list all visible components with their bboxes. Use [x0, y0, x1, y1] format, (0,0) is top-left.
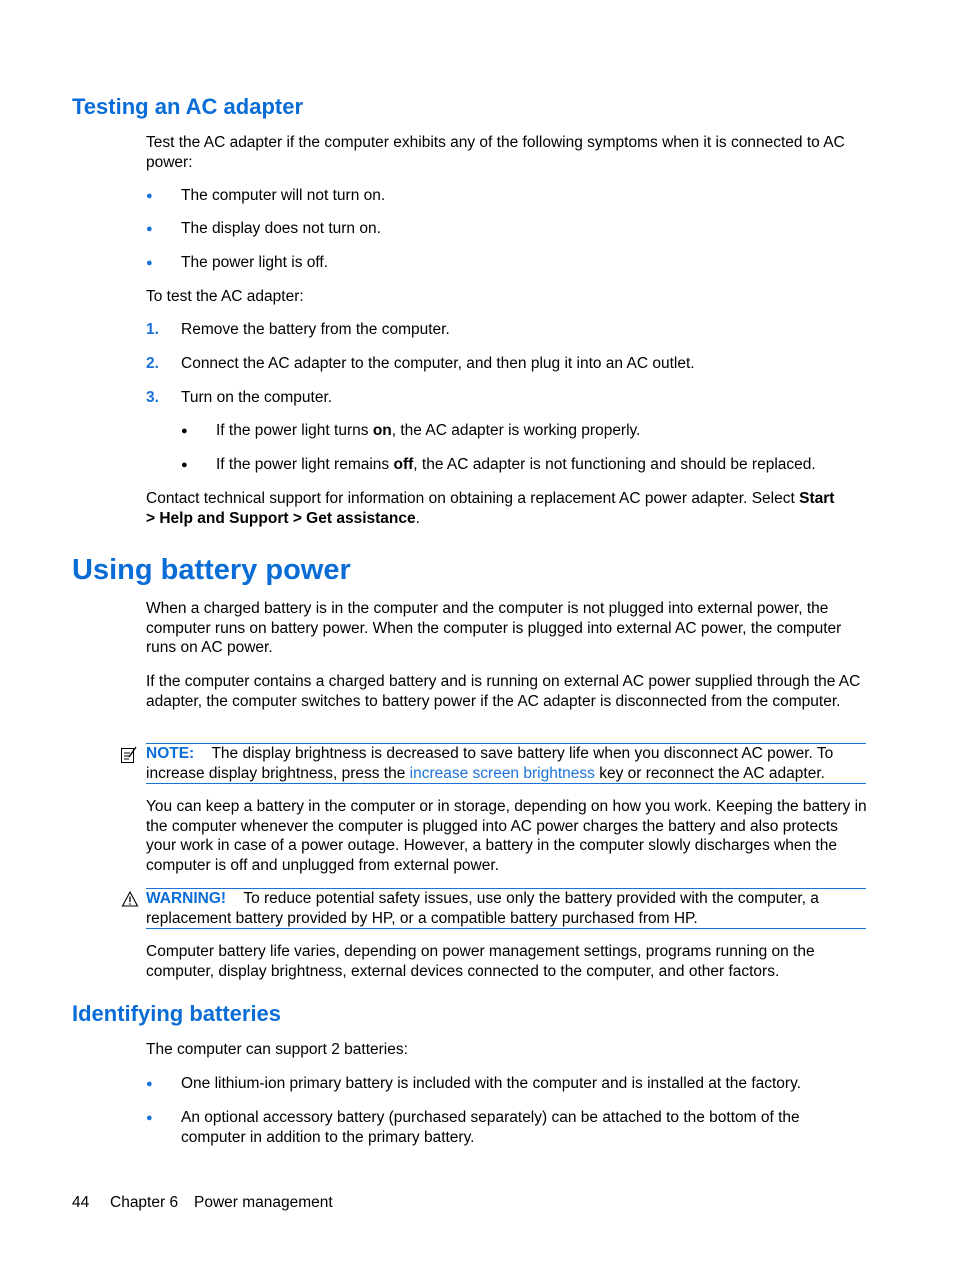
bullet-icon: ● — [146, 1078, 153, 1090]
page-number: 44 — [72, 1194, 90, 1211]
paragraph-battery-4: Computer battery life varies, depending on power management settings, programs running on the computer, display brightness, external devices connected to the computer, and other factors. — [146, 943, 815, 980]
increase-screen-brightness-link[interactable]: increase screen brightness — [409, 764, 595, 782]
bullet-icon: ● — [181, 425, 188, 437]
step-number: 3. — [146, 389, 159, 406]
list-item: The display does not turn on. — [181, 220, 381, 237]
paragraph-to-test: To test the AC adapter: — [146, 288, 304, 305]
paragraph-battery-3: You can keep a battery in the computer or in storage, depending on how you work. Keeping the battery in the computer whenever the computer is plugged into AC power charges the battery and also protects your work in case of a power outage. However, a battery in the computer slowly discharges when the computer is off and unplugged from external power. — [146, 798, 867, 874]
paragraph-intro: Test the AC adapter if the computer exhibits any of the following symptoms when it is connected to AC power: — [146, 134, 845, 171]
note-label: NOTE: — [146, 745, 195, 762]
note-bottom-rule — [146, 783, 866, 784]
warning-box: WARNING! To reduce potential safety issues, use only the battery provided with the computer, a replacement battery provided by HP, or a compatible battery purchased from HP. — [146, 890, 819, 927]
step-text: Turn on the computer. — [181, 389, 333, 406]
warning-icon — [121, 890, 139, 908]
list-item: The computer will not turn on. — [181, 187, 386, 204]
step-number: 2. — [146, 355, 159, 372]
warning-bottom-rule — [146, 928, 866, 929]
bullet-icon: ● — [146, 257, 153, 269]
note-box: NOTE: The display brightness is decreased to save battery life when you disconnect AC power. To increase display brightness, press the increase screen brightness key or reconnect the AC adapter. — [146, 745, 834, 782]
section-title-using-battery-power: Using battery power — [72, 554, 351, 586]
bullet-icon: ● — [146, 1112, 153, 1124]
footer-chapter: Chapter 6 — [110, 1194, 179, 1211]
bullet-icon: ● — [181, 459, 188, 471]
sub-list-item: If the power light turns on, the AC adapter is working properly. — [216, 422, 641, 439]
step-text: Connect the AC adapter to the computer, and then plug it into an AC outlet. — [181, 355, 695, 372]
list-item: The power light is off. — [181, 254, 329, 271]
bullet-icon: ● — [146, 223, 153, 235]
note-icon — [119, 745, 139, 765]
step-text: Remove the battery from the computer. — [181, 321, 450, 338]
sub-list-item: If the power light remains off, the AC adapter is not functioning and should be replaced. — [216, 456, 816, 473]
paragraph-support: The computer can support 2 batteries: — [146, 1041, 408, 1058]
section-title-identifying-batteries: Identifying batteries — [72, 1001, 282, 1026]
warning-label: WARNING! — [146, 890, 227, 907]
paragraph-contact: Contact technical support for information on obtaining a replacement AC power adapter. Select Start > Help and Support > Get assistance. — [146, 490, 835, 527]
footer-chapter-title: Power management — [194, 1194, 333, 1211]
paragraph-battery-1: When a charged battery is in the computer and the computer is not plugged into external power, the computer runs on battery power. When the computer is plugged into external AC power, the computer runs on AC power. — [146, 600, 842, 656]
section-title-testing-ac-adapter: Testing an AC adapter — [72, 94, 304, 119]
step-number: 1. — [146, 321, 159, 338]
bullet-icon: ● — [146, 190, 153, 202]
list-item: One lithium-ion primary battery is included with the computer and is installed at the factory. — [181, 1075, 801, 1092]
list-item: An optional accessory battery (purchased separately) can be attached to the bottom of the computer in addition to the primary battery. — [181, 1109, 800, 1146]
paragraph-battery-2: If the computer contains a charged battery and is running on external AC power supplied through the AC adapter, the computer switches to battery power if the AC adapter is disconnected from the computer. — [146, 673, 861, 710]
